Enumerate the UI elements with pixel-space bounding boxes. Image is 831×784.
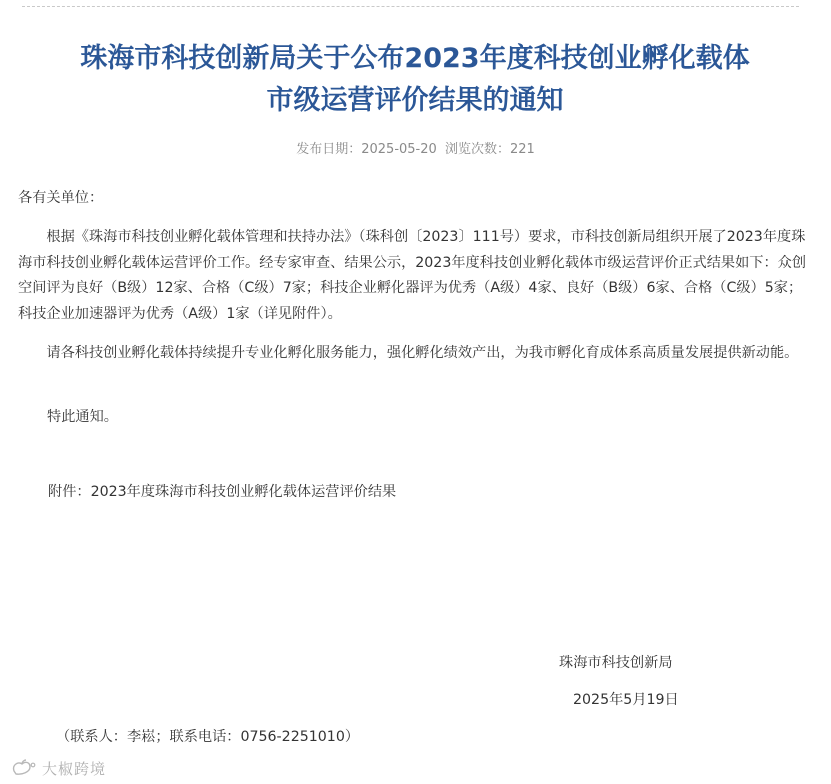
sign-date: 2025年5月19日: [573, 692, 679, 708]
body-paragraph-2: 请各科技创业孵化载体持续提升专业化孵化服务能力，强化孵化绩效产出，为我市孵化育成体系高质量发展提供新动能。: [46, 345, 799, 361]
salutation: 各有关单位：: [18, 190, 104, 206]
article-title: [20, 38, 810, 122]
article-title-line-1: 珠海市科技创新局关于公布2023年度科技创业孵化载体: [80, 43, 750, 74]
publish-date: 发布日期：2025-05-20: [296, 142, 437, 157]
article-meta: [0, 141, 831, 159]
watermark: [10, 756, 106, 780]
watermark-text: 大椒跨境: [42, 759, 107, 778]
signer-organization: 珠海市科技创新局: [559, 655, 673, 671]
body-paragraph-1: 根据《珠海市科技创业孵化载体管理和扶持办法》（珠科创〔2023〕111号）要求，市科技创新局组织开展了2023年度珠海市科技创业孵化载体运营评价工作。经专家审查、结果公示，2023年度科技创业孵化载体市级运营评价正式结果如下：众创空间评为良好（B级）12家、合格（C级）7家；科技企业孵化器评为优秀（A级）4家、良好（B级）6家、合格（C级）5家；科技企业加速器评为优秀（A级）1家（详见附件）。: [18, 229, 807, 322]
attachment-link[interactable]: 附件：2023年度珠海市科技创业孵化载体运营评价结果: [48, 484, 397, 500]
view-count: 浏览次数：221: [444, 142, 535, 157]
contact-info: （联系人：李崧；联系电话：0756-2251010）: [56, 729, 360, 745]
article-title-line-2: 市级运营评价结果的通知: [266, 85, 564, 116]
pepper-logo-icon: [10, 759, 36, 777]
top-divider: [22, 6, 799, 7]
closing-remark: 特此通知。: [47, 409, 118, 425]
